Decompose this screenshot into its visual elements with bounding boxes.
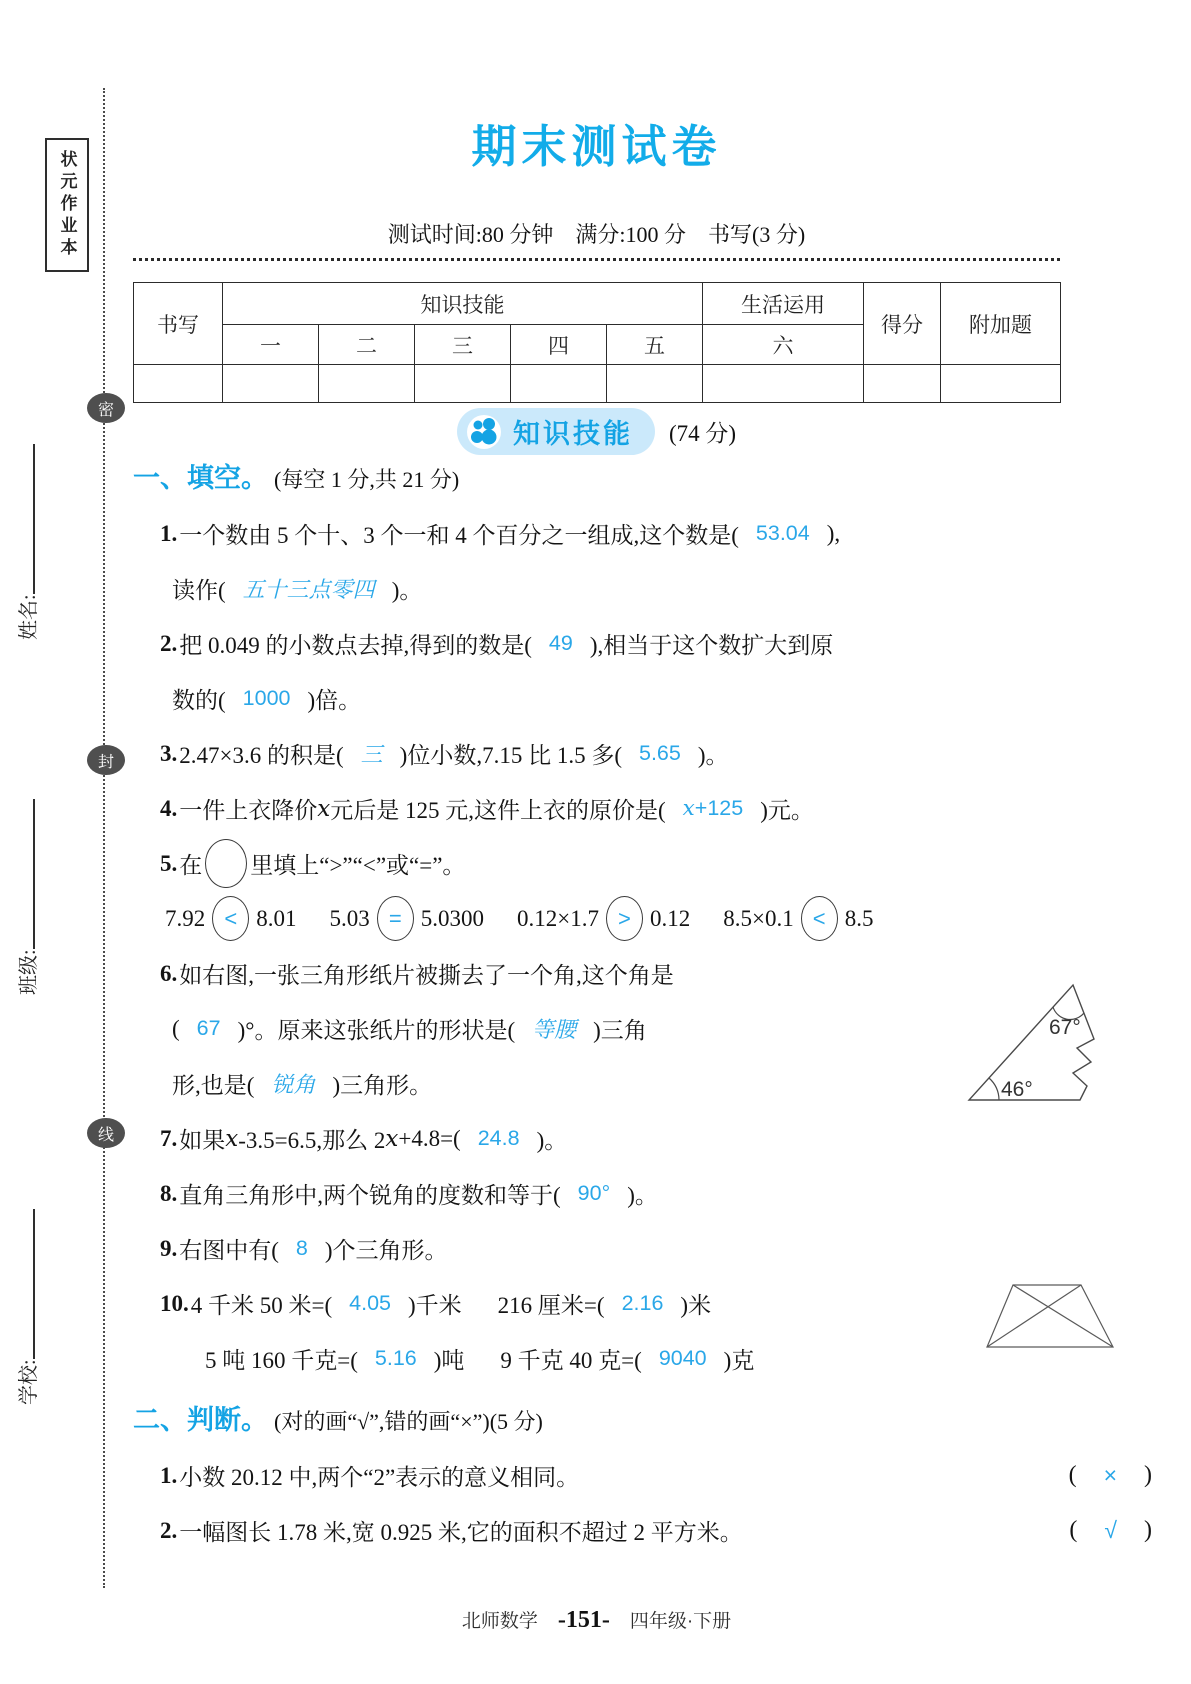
judge-title: 二、判断。 [133,1405,268,1435]
score-cell [864,365,941,403]
q10-answer-4: 9040 [658,1346,707,1370]
q4-text-end: )元。 [760,798,814,823]
fill-q6-line2 [133,1001,1060,1056]
q6-text-6: )三角形。 [332,1073,433,1098]
badge-points: (74 分) [668,421,737,446]
q3-answer-2: 5.65 [638,741,681,765]
q9-text: 右图中有( [179,1238,279,1263]
score-cell [134,365,223,403]
col-score: 得分 [864,283,941,365]
cmp3-left: 0.12×1.7 [517,905,599,931]
q7-text-2: -3.5=6.5,那么 2 [238,1128,386,1153]
q4-text-1: 一件上衣降价 [179,798,318,823]
seal-mi-text: 密 [97,401,114,419]
q7-number: 7. [160,1125,178,1151]
q1-answer-2: 五十三点零四 [242,578,375,603]
fill-note: (每空 1 分,共 21 分) [274,467,460,492]
q3-answer-1: 三 [360,743,383,768]
q2-text-end: ),相当于这个数扩大到原 [589,633,834,658]
q10-text-5: 5 吨 160 千克=( [205,1348,358,1373]
section-badge-row [133,408,1060,455]
q5-blank-circle [205,839,247,888]
q6-number: 6. [160,960,178,986]
fill-q7-line [133,1111,1060,1166]
score-cell [941,365,1061,403]
score-table [133,282,1061,403]
cmp1-right: 8.01 [256,905,297,931]
q4-answer-var: x [682,796,695,821]
page-footer [133,1606,1060,1634]
q2-text: 把 0.049 的小数点去掉,得到的数是( [179,633,532,658]
q8-text: 直角三角形中,两个锐角的度数和等于( [179,1183,561,1208]
fill-q8-line [133,1166,1060,1221]
subcol-5: 五 [607,325,703,365]
judge-note: (对的画“√”,错的画“×”)(5 分) [274,1409,543,1434]
q9-number: 9. [160,1235,178,1261]
q8-text-end: )。 [627,1183,658,1208]
j2-answer-group [1069,1517,1152,1544]
binding-dotted-line [103,88,105,1588]
seal-xian-badge [87,1118,125,1148]
q10-text-4: )米 [680,1293,712,1318]
score-cell [223,365,319,403]
judge-q1-line [133,1448,1152,1503]
cmp4-right: 8.5 [844,905,874,931]
footer-volume: 四年级·下册 [629,1611,732,1632]
q5-text-2: 里填上“>”“<”或“=”。 [250,853,466,878]
class-blank-line [33,799,35,949]
cmp4-circle [801,896,838,941]
cmp3-symbol: > [618,905,631,931]
badge-label: 知识技能 [512,419,633,449]
section-fill-heading [133,456,1060,506]
q10-text-6: )吨 [433,1348,465,1373]
cmp4-symbol: < [812,905,826,931]
cmp3-circle [606,896,643,941]
brand-label: 状元作业本 [57,150,77,260]
j1-paren-open: ( [1068,1462,1077,1488]
class-label: 班级: [18,949,40,995]
col-writing: 书写 [134,283,223,365]
q6-text-4: )三角 [593,1018,647,1043]
q4-answer-rest: +125 [694,796,744,820]
q9-text-end: )个三角形。 [324,1238,448,1263]
q3-text-mid: )位小数,7.15 比 1.5 多( [399,743,622,768]
fill-q3-line [133,726,1060,781]
q8-answer: 90° [577,1181,611,1205]
q1-number: 1. [160,520,178,546]
brand-box [45,138,89,272]
subcol-2: 二 [319,325,415,365]
cmp1-symbol: < [224,905,238,931]
score-cell [703,365,864,403]
j1-text: 小数 20.12 中,两个“2”表示的意义相同。 [179,1465,580,1490]
q3-text: 2.47×3.6 的积是( [179,743,344,768]
fill-q4-line [133,781,1060,836]
q10-text-1: 4 千米 50 米=( [190,1293,333,1318]
q7-variable-2: x [385,1125,399,1152]
q7-text-end: )。 [536,1128,568,1153]
j1-number: 1. [160,1462,178,1488]
q6-text-5: 形,也是( [172,1073,255,1098]
cmp2-symbol: = [388,905,402,931]
q4-variable: x [317,795,331,822]
clover-dots-icon [467,415,501,449]
q2-answer-1: 49 [548,631,573,655]
q10-number: 10. [160,1290,189,1316]
q2-text-2-end: )倍。 [307,688,362,713]
student-class-field [14,799,44,995]
score-cell [607,365,703,403]
q10-answer-1: 4.05 [349,1291,391,1315]
q6-text-1: 如右图,一张三角形纸片被撕去了一个角,这个角是 [179,963,674,988]
q1-text-2: 读作( [172,578,226,603]
section-judge-heading [133,1398,1060,1448]
j1-answer-group [1069,1462,1152,1489]
comparison-item-1 [165,896,297,941]
footer-page-number: -151- [557,1607,610,1633]
question-area [133,456,1152,1558]
q7-variable-1: x [225,1125,239,1152]
q2-number: 2. [160,630,178,656]
col-life: 生活运用 [703,283,864,325]
torn-triangle-figure [963,982,1113,1104]
fill-q2-line2 [133,671,1060,726]
q1-answer-1: 53.04 [755,521,810,545]
student-school-field [14,1209,44,1405]
j1-mark: × [1103,1462,1117,1488]
j2-text: 一幅图长 1.78 米,宽 0.925 米,它的面积不超过 2 平方米。 [179,1520,743,1545]
triangle-top-angle-label: 67° [1049,1016,1081,1039]
j2-number: 2. [160,1517,178,1543]
cmp2-right: 5.0300 [420,905,484,931]
subcol-1: 一 [223,325,319,365]
name-blank-line [33,444,35,594]
q2-answer-2: 1000 [242,686,291,710]
fill-q10-line1 [133,1276,1060,1331]
student-name-field [14,444,44,640]
j2-paren-open: ( [1069,1517,1078,1543]
q7-answer: 24.8 [477,1126,520,1150]
q6-text-2: ( [172,1015,180,1041]
q6-answer-1: 67 [196,1016,221,1040]
fill-q9-line [133,1221,1060,1276]
triangle-bottom-angle-label: 46° [1001,1078,1033,1101]
fill-q2-line1 [133,616,1060,671]
seal-feng-badge [87,745,125,775]
q10-text-3: 216 厘米=( [497,1293,605,1318]
q1-text: 一个数由 5 个十、3 个一和 4 个百分之一组成,这个数是( [179,523,739,548]
comparison-item-3 [517,896,690,941]
q10-text-7: 9 千克 40 克=( [500,1348,642,1373]
q10-text-8: )克 [723,1348,755,1373]
dotted-separator [133,258,1060,261]
cmp3-right: 0.12 [649,905,691,931]
q3-number: 3. [160,740,178,766]
q4-number: 4. [160,795,178,821]
fill-q5-comparisons [133,891,1060,946]
subcol-6: 六 [703,325,864,365]
page-subtitle: 测试时间:80 分钟 满分:100 分 书写(3 分) [387,222,806,247]
q1-text-2-end: )。 [391,578,423,603]
knowledge-skill-badge [457,408,655,455]
footer-book-name: 北师数学 [461,1611,538,1632]
seal-feng-text: 封 [97,753,114,771]
comparison-item-4 [723,896,873,941]
fill-q6-line3 [133,1056,1060,1111]
q3-text-end: )。 [697,743,729,768]
q10-text-2: )千米 [408,1293,462,1318]
q5-text-1: 在 [179,853,203,878]
col-knowledge: 知识技能 [223,283,703,325]
q6-answer-2: 等腰 [532,1018,577,1043]
cmp2-left: 5.03 [329,905,370,931]
seal-mi-badge [87,393,125,423]
q2-text-2: 数的( [172,688,226,713]
fill-q10-line2 [133,1331,1060,1386]
q5-number: 5. [160,850,178,876]
fill-q1-line2 [133,561,1060,616]
score-cell [511,365,607,403]
cmp1-left: 7.92 [165,905,206,931]
cmp2-circle [377,896,414,941]
q4-text-2: 元后是 125 元,这件上衣的原价是( [330,798,666,823]
fill-q6-line1 [133,946,1060,1001]
q7-text-3: +4.8=( [398,1125,461,1151]
cmp4-left: 8.5×0.1 [723,905,794,931]
q9-answer: 8 [295,1236,308,1260]
comparison-item-2 [330,896,485,941]
q10-answer-3: 5.16 [374,1346,417,1370]
subcol-3: 三 [415,325,511,365]
trapezoid-figure [985,1283,1115,1349]
seal-xian-text: 线 [97,1126,114,1144]
subcol-4: 四 [511,325,607,365]
school-blank-line [33,1209,35,1359]
j2-paren-close: ) [1144,1517,1152,1543]
score-cell [415,365,511,403]
name-label: 姓名: [18,594,40,640]
score-cell [319,365,415,403]
q8-number: 8. [160,1180,178,1206]
q6-text-3: )°。原来这张纸片的形状是( [237,1018,516,1043]
cmp1-circle [212,896,249,941]
q1-text-end: ), [826,520,841,546]
judge-q2-line [133,1503,1152,1558]
j2-mark: √ [1104,1517,1117,1543]
col-bonus: 附加题 [941,283,1061,365]
q6-answer-3: 锐角 [271,1073,316,1098]
page-title: 期末测试卷 [471,121,722,172]
fill-title: 一、填空。 [133,463,268,493]
q7-text-1: 如果 [179,1128,226,1153]
q10-answer-2: 2.16 [621,1291,664,1315]
school-label: 学校: [18,1359,40,1405]
fill-q5-intro [133,836,1060,891]
q4-answer [666,796,761,821]
j1-paren-close: ) [1144,1462,1152,1488]
fill-q1-line1 [133,506,1060,561]
